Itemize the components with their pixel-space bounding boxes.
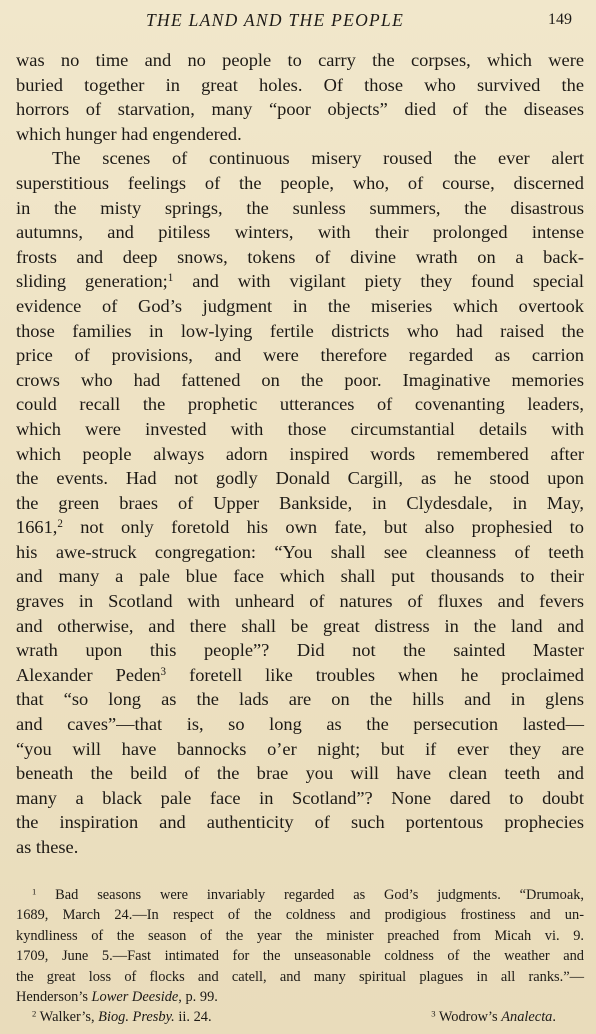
- book-title: Analecta: [501, 1009, 553, 1026]
- footnote-marker-2: 2: [32, 1008, 37, 1019]
- text-fragment: ii. 24.: [174, 1009, 212, 1026]
- paragraph-1: [16, 48, 584, 146]
- text-line: horrors of starvation, many “poor objects” died of the diseases: [16, 99, 584, 120]
- text-line: could recall the prophetic utterances of covenanting leaders,: [16, 394, 584, 415]
- text-line: superstitious feelings of the people, who, of course, discerned: [16, 172, 584, 193]
- text-fragment: Henderson’s: [16, 988, 92, 1005]
- text-line: The scenes of continuous misery roused the ever alert: [52, 148, 584, 169]
- text-line: as these.: [16, 837, 79, 857]
- text-line: which were invested with those circumstantial details with: [16, 418, 584, 439]
- footnote-ref-3: 3: [160, 665, 167, 678]
- text-fragment: and with vigilant piety they found special: [173, 271, 584, 292]
- text-line: [16, 269, 584, 294]
- text-line: the green braes of Upper Bankside, in Clydesdale, in May,: [16, 492, 584, 513]
- text-line: autumns, and pitiless winters, with their prolonged intense: [16, 222, 584, 243]
- footnote-1: [16, 885, 584, 1007]
- book-title: Biog. Presby.: [98, 1009, 175, 1026]
- footnote-2: [32, 1007, 212, 1027]
- text-line: which hunger had engendered.: [16, 123, 242, 144]
- footnote-line: the great loss of flocks and catell, and many spiritual plagues in all ranks.”—: [16, 968, 584, 985]
- text-line: [16, 663, 584, 688]
- text-line: which people always adorn inspired words remembered after: [16, 443, 584, 464]
- text-line: those families in low-lying fertile districts who had raised the: [16, 320, 584, 341]
- text-fragment: Walker’s,: [36, 1009, 99, 1026]
- text-line: the inspiration and authenticity of such portentous prophecies: [16, 812, 584, 833]
- text-fragment: .: [552, 1009, 556, 1026]
- footnote-line: [16, 885, 584, 905]
- text-line: and caves”—that is, so long as the persecution lasted—: [16, 714, 584, 735]
- text-line: “you will have bannocks o’er night; but if ever they are: [16, 738, 584, 759]
- text-line: beneath the beild of the brae you will have clean teeth and: [16, 763, 584, 784]
- text-line: that “so long as the lads are on the hills and in glens: [16, 689, 584, 710]
- text-fragment: , p. 99.: [178, 988, 218, 1005]
- footnote-line: [16, 987, 584, 1007]
- text-fragment: Alexander Peden: [16, 664, 161, 685]
- text-line: frosts and deep snows, tokens of divine wrath on a back-: [16, 246, 584, 267]
- text-line: in the misty springs, the sunless summers, the disastrous: [16, 197, 584, 218]
- text-fragment: 1661,: [16, 517, 58, 538]
- paragraph-2: [16, 146, 584, 859]
- footnote-ref-2: 2: [57, 518, 63, 531]
- page-number: 149: [548, 11, 572, 28]
- running-title: THE LAND AND THE PEOPLE: [146, 10, 405, 30]
- text-line: his awe-struck congregation: “You shall see cleanness of teeth: [16, 541, 584, 562]
- text-line: buried together in great holes. Of those who survived the: [16, 74, 584, 95]
- text-line: graves in Scotland with unheard of natures of fluxes and fevers: [16, 591, 584, 612]
- footnote-line: kyndliness of the season of the year the minister preached from Micah vi. 9.: [16, 927, 584, 944]
- footnote-marker-3: 3: [431, 1008, 436, 1019]
- footnote-line: 1689, March 24.—In respect of the coldness and prodigious frostiness and un-: [16, 907, 584, 924]
- text-fragment: not only foretold his own fate, but also prophesied to: [62, 517, 584, 538]
- book-title: Lower Deeside: [91, 988, 179, 1005]
- footnote-3: [431, 1007, 556, 1027]
- body-text: [16, 48, 584, 860]
- text-line: many a black pale face in Scotland”? None dared to doubt: [16, 787, 584, 808]
- text-line: [16, 515, 584, 540]
- running-head: [0, 7, 596, 33]
- text-line: evidence of God’s judgment in the miseries which overtook: [16, 295, 584, 316]
- text-line: the events. Had not godly Donald Cargill, as he stood upon: [16, 468, 584, 489]
- text-line: and many a pale blue face which shall put thousands to their: [16, 566, 584, 587]
- text-fragment: Wodrow’s: [435, 1009, 502, 1026]
- text-line: was no time and no people to carry the corpses, which were: [16, 50, 584, 70]
- text-line: crows who had fattened on the poor. Imaginative memories: [16, 369, 584, 390]
- text-fragment: sliding generation;: [16, 271, 168, 292]
- footnote-ref-1: 1: [167, 272, 174, 285]
- footnote-marker-1: 1: [32, 886, 37, 897]
- text-fragment: foretell like troubles when he proclaimed: [166, 664, 584, 685]
- footnote-line: 1709, June 5.—Fast intimated for the unseasonable coldness of the weather and: [16, 948, 584, 965]
- text-line: wrath upon this people”? Did not the sainted Master: [16, 640, 584, 661]
- text-line: and otherwise, and there shall be great distress in the land and: [16, 615, 584, 636]
- footnotes-2-3: [16, 1007, 584, 1027]
- text-fragment: Bad seasons were invariably regarded as God’s judgments. “Drumoak,: [36, 887, 584, 903]
- text-line: price of provisions, and were therefore regarded as carrion: [16, 345, 584, 366]
- footnotes: [16, 885, 584, 1028]
